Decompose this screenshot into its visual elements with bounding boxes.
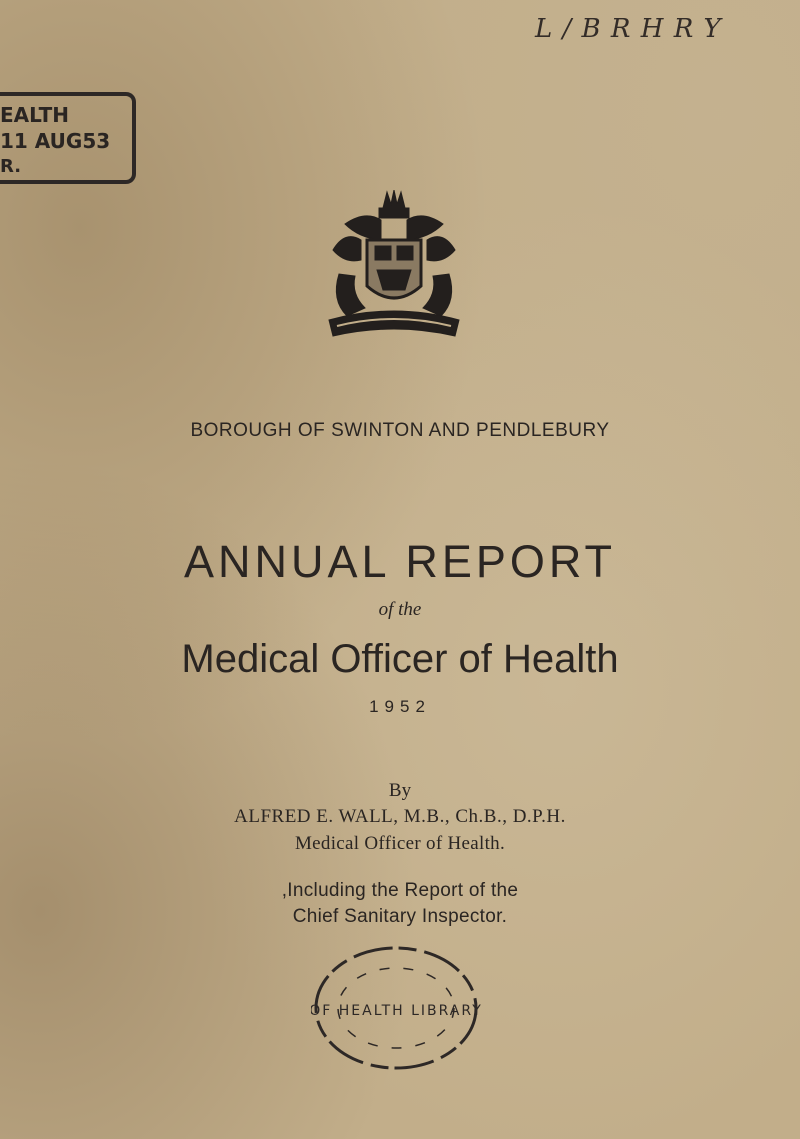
report-year: 1952 <box>369 697 431 716</box>
coat-of-arms-icon <box>325 190 463 342</box>
library-seal-stamp <box>311 943 481 1073</box>
of-the-connector: of the <box>378 599 422 620</box>
date-stamp <box>0 92 136 184</box>
seal-icon <box>311 943 481 1073</box>
borough-heading: BOROUGH OF SWINTON AND PENDLEBURY <box>190 420 610 441</box>
author-name: ALFRED E. WALL, M.B., Ch.B., D.P.H. <box>234 806 566 827</box>
stamp-line-3: R. <box>0 156 22 177</box>
stamp-line-2: 11 AUG53 <box>0 129 111 153</box>
handwritten-reference: L / B R H R Y <box>535 14 722 44</box>
by-label: By <box>388 780 412 801</box>
report-title: ANNUAL REPORT <box>183 536 617 587</box>
author-role: Medical Officer of Health. <box>294 833 506 854</box>
borough-coat-of-arms <box>325 190 463 342</box>
date-stamp-graphic <box>0 96 132 180</box>
stamp-line-1: EALTH <box>0 103 69 127</box>
including-line-1: ,Including the Report of the <box>281 880 519 901</box>
including-line-2: Chief Sanitary Inspector. <box>292 906 508 927</box>
seal-text: OF HEALTH LIBRARY <box>311 1003 481 1019</box>
officer-title: Medical Officer of Health <box>181 637 619 681</box>
